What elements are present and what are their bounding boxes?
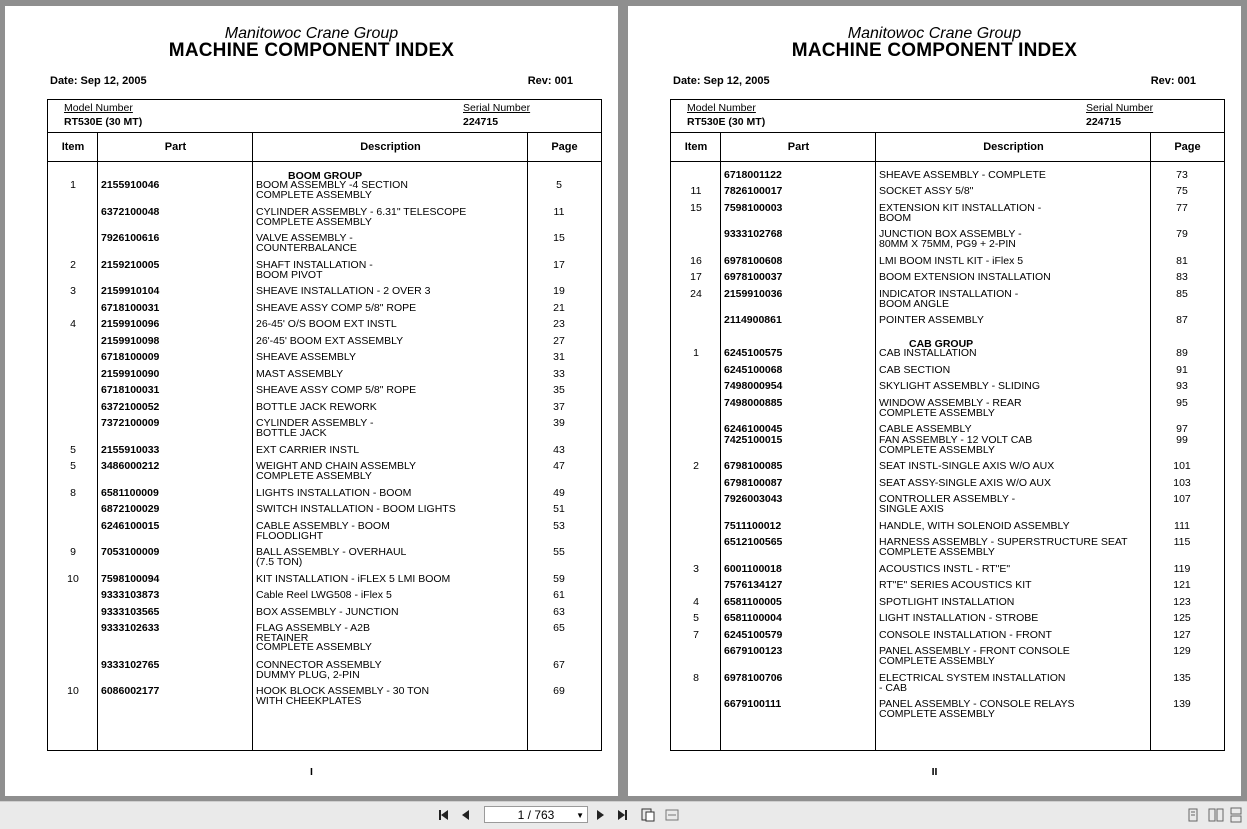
page-number: 83 xyxy=(1176,271,1188,283)
item-number: 8 xyxy=(693,672,699,684)
item-number: 15 xyxy=(690,202,702,214)
item-number: 5 xyxy=(693,612,699,624)
part-number: 2159910036 xyxy=(724,288,783,300)
col-description: Description xyxy=(360,141,421,153)
part-description: MAST ASSEMBLY xyxy=(256,368,344,380)
item-number: 3 xyxy=(693,563,699,575)
part-number: 6581100004 xyxy=(724,612,782,624)
part-number: 6718100031 xyxy=(101,384,160,396)
page-number: 55 xyxy=(553,546,565,558)
company-name: Manitowoc Crane Group xyxy=(847,25,1022,42)
item-number: 16 xyxy=(690,255,702,267)
model-number-label: Model Number xyxy=(687,102,756,114)
part-description: VALVE ASSEMBLY - COUNTERBALANCE xyxy=(256,232,357,254)
revision-label: Rev: 001 xyxy=(527,75,573,87)
part-number: 7053100009 xyxy=(101,546,160,558)
page-number: 95 xyxy=(1176,397,1188,409)
model-number-label: Model Number xyxy=(64,102,133,114)
part-number: 6245100579 xyxy=(724,629,783,641)
item-number: 10 xyxy=(67,573,79,585)
part-number: 9333102768 xyxy=(724,228,783,240)
column-headers xyxy=(671,132,1224,162)
page-number: 91 xyxy=(1176,364,1188,376)
page-number: 39 xyxy=(553,417,565,429)
page-number: 97 xyxy=(1176,423,1188,435)
serial-number-label: Serial Number xyxy=(463,102,531,114)
part-description: HARNESS ASSEMBLY - SUPERSTRUCTURE SEAT COMPLETE ASSEMBLY xyxy=(879,536,1128,558)
date-rev-row xyxy=(673,75,1196,87)
part-number: 2114900861 xyxy=(724,314,782,326)
two-page-view-icon[interactable] xyxy=(1208,807,1224,823)
item-number: 3 xyxy=(70,285,76,297)
part-number: 2159910098 xyxy=(101,335,160,347)
part-number: 6246100015 xyxy=(101,520,160,532)
page-footer-numeral: I xyxy=(310,766,313,778)
part-number: 6581100009 xyxy=(101,487,159,499)
part-description: PANEL ASSEMBLY - CONSOLE RELAYS COMPLETE ASSEMBLY xyxy=(879,698,1075,720)
part-description: FLAG ASSEMBLY - A2B RETAINER COMPLETE ASSEMBLY xyxy=(256,622,372,653)
part-description: SWITCH INSTALLATION - BOOM LIGHTS xyxy=(256,503,456,515)
part-description: EXT CARRIER INSTL xyxy=(256,444,360,456)
part-number: 6245100068 xyxy=(724,364,783,376)
part-number: 7598100094 xyxy=(101,573,160,585)
continuous-view-icon[interactable] xyxy=(1228,807,1244,823)
part-number: 6978100706 xyxy=(724,672,783,684)
item-number: 1 xyxy=(70,179,76,191)
part-number: 6086002177 xyxy=(101,685,160,697)
page-number: 5 xyxy=(556,179,562,191)
page-number: 61 xyxy=(553,589,565,601)
col-part: Part xyxy=(164,141,187,153)
page-number: 77 xyxy=(1176,202,1188,214)
model-number-value: RT530E (30 MT) xyxy=(64,116,143,128)
part-description: JUNCTION BOX ASSEMBLY - 80MM X 75MM, PG9 + 2-PIN xyxy=(879,228,1022,250)
part-description: BOOM ASSEMBLY -4 SECTION COMPLETE ASSEMBLY xyxy=(256,179,408,201)
page-indicator: 1 / 763 xyxy=(517,808,555,822)
item-number: 4 xyxy=(693,596,699,608)
item-number: 1 xyxy=(693,347,699,359)
part-description: SHEAVE ASSEMBLY xyxy=(256,351,356,363)
page-number: 93 xyxy=(1176,380,1188,392)
column-divider xyxy=(527,132,528,750)
part-description: KIT INSTALLATION - iFLEX 5 LMI BOOM xyxy=(256,573,451,585)
item-number: 24 xyxy=(690,288,702,300)
part-number: 2155910033 xyxy=(101,444,160,456)
part-description: SEAT ASSY-SINGLE AXIS W/O AUX xyxy=(879,477,1051,489)
part-description: CAB INSTALLATION xyxy=(879,347,977,359)
part-description: 26'-45' BOOM EXT ASSEMBLY xyxy=(256,335,404,347)
col-part: Part xyxy=(787,141,810,153)
part-number: 7425100015 xyxy=(724,434,783,446)
part-description: CABLE ASSEMBLY - BOOM FLOODLIGHT xyxy=(256,520,390,542)
document-page-left xyxy=(5,6,618,796)
part-number: 9333103565 xyxy=(101,606,160,618)
single-page-view-icon[interactable] xyxy=(1185,807,1201,823)
page-number: 49 xyxy=(553,487,565,499)
column-headers xyxy=(48,132,601,162)
part-number: 7498000885 xyxy=(724,397,783,409)
page-number: 123 xyxy=(1173,596,1191,608)
prev-page-icon[interactable] xyxy=(458,807,474,823)
part-description: SPOTLIGHT INSTALLATION xyxy=(879,596,1015,608)
col-page: Page xyxy=(1174,141,1201,153)
page-number: 107 xyxy=(1173,493,1191,505)
page-number-select[interactable] xyxy=(484,806,588,823)
part-description: BOX ASSEMBLY - JUNCTION xyxy=(256,606,399,618)
part-description: ELECTRICAL SYSTEM INSTALLATION - CAB xyxy=(879,672,1066,694)
part-number: 7598100003 xyxy=(724,202,783,214)
part-description: WINDOW ASSEMBLY - REAR COMPLETE ASSEMBLY xyxy=(879,397,1022,419)
page-number: 129 xyxy=(1173,645,1191,657)
part-number: 6581100005 xyxy=(724,596,782,608)
page-number: 79 xyxy=(1176,228,1188,240)
document-page-right xyxy=(628,6,1241,796)
part-description: BOTTLE JACK REWORK xyxy=(256,401,377,413)
part-number: 7926003043 xyxy=(724,493,783,505)
part-number: 7498000954 xyxy=(724,380,783,392)
component-table xyxy=(47,99,602,751)
part-description: FAN ASSEMBLY - 12 VOLT CAB COMPLETE ASSEMBLY xyxy=(879,434,1033,456)
item-number: 4 xyxy=(70,318,76,330)
company-name: Manitowoc Crane Group xyxy=(224,25,399,42)
fit-width-icon[interactable] xyxy=(664,807,680,823)
serial-number-value: 224715 xyxy=(463,116,499,128)
part-number: 6001100018 xyxy=(724,563,782,575)
part-description: BALL ASSEMBLY - OVERHAUL (7.5 TON) xyxy=(256,546,407,568)
part-number: 2159910104 xyxy=(101,285,160,297)
item-number: 8 xyxy=(70,487,76,499)
part-description: SHEAVE ASSY COMP 5/8" ROPE xyxy=(256,384,417,396)
page-number: 81 xyxy=(1176,255,1188,267)
fit-page-icon[interactable] xyxy=(640,807,656,823)
column-divider xyxy=(252,132,253,750)
page-number: 65 xyxy=(553,622,565,634)
page-number: 89 xyxy=(1176,347,1188,359)
part-number: 7826100017 xyxy=(724,185,783,197)
date-label: Date: Sep 12, 2005 xyxy=(50,75,147,87)
page-number: 21 xyxy=(553,302,565,314)
part-description: HANDLE, WITH SOLENOID ASSEMBLY xyxy=(879,520,1070,532)
page-number: 111 xyxy=(1174,520,1190,532)
page-number: 121 xyxy=(1173,579,1191,591)
part-number: 6679100111 xyxy=(724,698,782,710)
part-number: 6798100085 xyxy=(724,460,783,472)
part-number: 7372100009 xyxy=(101,417,160,429)
part-number: 9333102633 xyxy=(101,622,160,634)
part-number: 6872100029 xyxy=(101,503,160,515)
page-number: 99 xyxy=(1176,434,1188,446)
part-number: 3486000212 xyxy=(101,460,160,472)
page-number: 69 xyxy=(553,685,565,697)
part-number: 6372100048 xyxy=(101,206,160,218)
page-number: 53 xyxy=(553,520,565,532)
part-description: CONNECTOR ASSEMBLY DUMMY PLUG, 2-PIN xyxy=(256,659,382,681)
first-page-icon[interactable] xyxy=(436,807,452,823)
page-footer-numeral: II xyxy=(931,766,938,778)
page-number: 51 xyxy=(553,503,565,515)
part-number: 9333102765 xyxy=(101,659,160,671)
col-item: Item xyxy=(684,141,708,153)
page-number: 19 xyxy=(553,285,565,297)
column-divider xyxy=(97,132,98,750)
part-description: SHEAVE INSTALLATION - 2 OVER 3 xyxy=(256,285,431,297)
part-description: WEIGHT AND CHAIN ASSEMBLY COMPLETE ASSEMBLY xyxy=(256,460,417,482)
part-number: 6718100009 xyxy=(101,351,160,363)
item-number: 9 xyxy=(70,546,76,558)
last-page-icon[interactable] xyxy=(614,807,630,823)
column-divider xyxy=(875,132,876,750)
part-number: 9333103873 xyxy=(101,589,160,601)
part-description: CYLINDER ASSEMBLY - 6.31" TELESCOPE COMPLETE ASSEMBLY xyxy=(256,206,467,228)
part-description: SHEAVE ASSY COMP 5/8" ROPE xyxy=(256,302,417,314)
page-number: 27 xyxy=(553,335,565,347)
item-number: 5 xyxy=(70,460,76,472)
item-number: 10 xyxy=(67,685,79,697)
page-number: 87 xyxy=(1176,314,1188,326)
part-description: Cable Reel LWG508 - iFlex 5 xyxy=(256,589,392,601)
page-number: 115 xyxy=(1173,536,1191,548)
page-number: 15 xyxy=(553,232,565,244)
serial-number-label: Serial Number xyxy=(1086,102,1154,114)
part-description: LIGHT INSTALLATION - STROBE xyxy=(879,612,1039,624)
part-description: CYLINDER ASSEMBLY - BOTTLE JACK xyxy=(256,417,374,439)
model-number-value: RT530E (30 MT) xyxy=(687,116,766,128)
part-number: 6246100045 xyxy=(724,423,783,435)
page-number: 85 xyxy=(1176,288,1188,300)
item-number: 2 xyxy=(693,460,699,472)
part-number: 6372100052 xyxy=(101,401,160,413)
group-heading: CAB GROUP xyxy=(909,338,974,350)
part-number: 2159210005 xyxy=(101,259,160,271)
page-number: 47 xyxy=(553,460,565,472)
part-description: LIGHTS INSTALLATION - BOOM xyxy=(256,487,412,499)
part-description: SHEAVE ASSEMBLY - COMPLETE xyxy=(879,169,1046,181)
page-number: 33 xyxy=(553,368,565,380)
page-number: 31 xyxy=(553,351,565,363)
next-page-icon[interactable] xyxy=(592,807,608,823)
part-description: BOOM EXTENSION INSTALLATION xyxy=(879,271,1051,283)
part-number: 6718001122 xyxy=(724,169,782,181)
part-description: POINTER ASSEMBLY xyxy=(879,314,984,326)
part-description: HOOK BLOCK ASSEMBLY - 30 TON WITH CHEEKPLATES xyxy=(256,685,430,707)
part-number: 6718100031 xyxy=(101,302,160,314)
model-serial-header xyxy=(671,100,1224,133)
page-number: 17 xyxy=(553,259,565,271)
page-number: 101 xyxy=(1173,460,1191,472)
page-number: 63 xyxy=(553,606,565,618)
page-number: 23 xyxy=(553,318,565,330)
model-serial-header xyxy=(48,100,601,133)
revision-label: Rev: 001 xyxy=(1150,75,1196,87)
page-number: 59 xyxy=(553,573,565,585)
part-description: EXTENSION KIT INSTALLATION - BOOM xyxy=(879,202,1042,224)
date-label: Date: Sep 12, 2005 xyxy=(673,75,770,87)
item-number: 11 xyxy=(690,185,702,197)
part-description: SOCKET ASSY 5/8" xyxy=(879,185,974,197)
item-number: 17 xyxy=(690,271,702,283)
page-number: 139 xyxy=(1173,698,1191,710)
page-number: 125 xyxy=(1173,612,1191,624)
part-description: CONSOLE INSTALLATION - FRONT xyxy=(879,629,1052,641)
page-number: 75 xyxy=(1176,185,1188,197)
page-number: 127 xyxy=(1173,629,1191,641)
col-description: Description xyxy=(983,141,1044,153)
item-number: 5 xyxy=(70,444,76,456)
part-description: CONTROLLER ASSEMBLY - SINGLE AXIS xyxy=(879,493,1016,515)
part-number: 2155910046 xyxy=(101,179,160,191)
part-number: 7926100616 xyxy=(101,232,160,244)
part-number: 6978100608 xyxy=(724,255,783,267)
serial-number-value: 224715 xyxy=(1086,116,1122,128)
part-description: SEAT INSTL-SINGLE AXIS W/O AUX xyxy=(879,460,1055,472)
page-number: 73 xyxy=(1176,169,1188,181)
part-number: 7576134127 xyxy=(724,579,783,591)
date-rev-row xyxy=(50,75,573,87)
part-number: 6679100123 xyxy=(724,645,783,657)
document-title: MACHINE COMPONENT INDEX xyxy=(791,40,1078,61)
component-table xyxy=(670,99,1225,751)
part-description: INDICATOR INSTALLATION - BOOM ANGLE xyxy=(879,288,1019,310)
part-description: RT"E" SERIES ACOUSTICS KIT xyxy=(879,579,1032,591)
item-number: 7 xyxy=(693,629,699,641)
page-number: 119 xyxy=(1173,563,1191,575)
group-heading: BOOM GROUP xyxy=(288,170,363,182)
item-number: 2 xyxy=(70,259,76,271)
page-number: 67 xyxy=(553,659,565,671)
part-description: SKYLIGHT ASSEMBLY - SLIDING xyxy=(879,380,1041,392)
part-description: CAB SECTION xyxy=(879,364,951,376)
page-number: 43 xyxy=(553,444,565,456)
part-description: ACOUSTICS INSTL - RT"E" xyxy=(879,563,1011,575)
part-description: SHAFT INSTALLATION - BOOM PIVOT xyxy=(256,259,373,281)
page-number: 11 xyxy=(553,206,565,218)
col-page: Page xyxy=(551,141,578,153)
page-number: 103 xyxy=(1173,477,1191,489)
chevron-down-icon: ▼ xyxy=(576,811,584,820)
part-number: 6978100037 xyxy=(724,271,783,283)
page-number: 35 xyxy=(553,384,565,396)
part-description: LMI BOOM INSTL KIT - iFlex 5 xyxy=(879,255,1024,267)
page-number: 37 xyxy=(553,401,565,413)
viewer-toolbar xyxy=(0,801,1247,829)
part-number: 6245100575 xyxy=(724,347,783,359)
part-number: 6512100565 xyxy=(724,536,783,548)
part-number: 2159910090 xyxy=(101,368,160,380)
part-description: 26-45' O/S BOOM EXT INSTL xyxy=(256,318,397,330)
part-number: 7511100012 xyxy=(724,520,782,532)
part-description: CABLE ASSEMBLY xyxy=(879,423,972,435)
part-description: PANEL ASSEMBLY - FRONT CONSOLE COMPLETE ASSEMBLY xyxy=(879,645,1070,667)
column-divider xyxy=(720,132,721,750)
col-item: Item xyxy=(61,141,85,153)
page-number: 135 xyxy=(1173,672,1191,684)
part-number: 6798100087 xyxy=(724,477,783,489)
document-title: MACHINE COMPONENT INDEX xyxy=(168,40,455,61)
part-number: 2159910096 xyxy=(101,318,160,330)
